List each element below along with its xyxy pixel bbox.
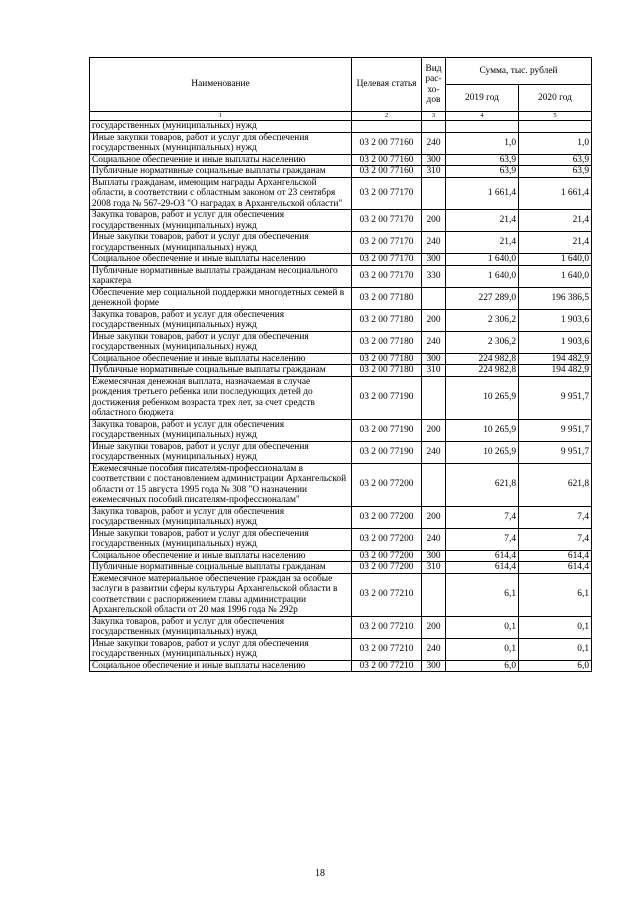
target-code: 03 2 00 77190 — [352, 419, 422, 441]
item-name: Закупка товаров, работ и услуг для обеспечения государственных (муниципальных) нужд — [90, 309, 352, 331]
amount-2020: 9 951,7 — [519, 376, 592, 419]
expense-type — [422, 121, 446, 133]
item-name: Иные закупки товаров, работ и услуг для обеспечения государственных (муниципальных) нужд — [90, 132, 352, 154]
item-name: Закупка товаров, работ и услуг для обеспечения государственных (муниципальных) нужд — [90, 506, 352, 528]
item-name: Социальное обеспечение и иные выплаты населению — [90, 353, 352, 365]
item-name: Закупка товаров, работ и услуг для обеспечения государственных (муниципальных) нужд — [90, 616, 352, 638]
column-number: 3 — [422, 112, 446, 121]
target-code: 03 2 00 77170 — [352, 177, 422, 210]
amount-2019: 1 661,4 — [446, 177, 519, 210]
expense-type: 310 — [422, 365, 446, 377]
target-code: 03 2 00 77190 — [352, 441, 422, 463]
table-row — [90, 254, 592, 266]
target-code: 03 2 00 77180 — [352, 331, 422, 353]
item-name: Социальное обеспечение и иные выплаты населению — [90, 154, 352, 166]
target-code: 03 2 00 77200 — [352, 528, 422, 550]
header-target: Целевая статья — [352, 58, 422, 112]
target-code: 03 2 00 77180 — [352, 365, 422, 377]
document-page — [89, 57, 591, 672]
table-row — [90, 331, 592, 353]
amount-2020: 21,4 — [519, 210, 592, 232]
expense-type — [422, 287, 446, 309]
table-row — [90, 419, 592, 441]
amount-2020: 1 640,0 — [519, 254, 592, 266]
item-name: Ежемесячное материальное обеспечение граждан за особые заслуги в развитии сферы культуры Архангельской области в соответствии с распоряжением главы администрации Архангельской области от 20 мая 1996 года № 292р — [90, 573, 352, 616]
table-row — [90, 232, 592, 254]
column-number: 2 — [352, 112, 422, 121]
target-code: 03 2 00 77180 — [352, 353, 422, 365]
amount-2019: 1 640,0 — [446, 254, 519, 266]
amount-2019: 1 640,0 — [446, 265, 519, 287]
column-number: 1 — [90, 112, 352, 121]
item-name: Социальное обеспечение и иные выплаты населению — [90, 550, 352, 562]
expense-type: 200 — [422, 419, 446, 441]
column-number: 5 — [519, 112, 592, 121]
amount-2019: 621,8 — [446, 463, 519, 506]
column-numbers-row — [90, 112, 592, 121]
item-name: Иные закупки товаров, работ и услуг для обеспечения государственных (муниципальных) нужд — [90, 232, 352, 254]
target-code: 03 2 00 77200 — [352, 506, 422, 528]
amount-2019: 10 265,9 — [446, 419, 519, 441]
amount-2019 — [446, 121, 519, 133]
table-row — [90, 616, 592, 638]
table-row — [90, 353, 592, 365]
item-name: государственных (муниципальных) нужд — [90, 121, 352, 133]
amount-2019: 63,9 — [446, 154, 519, 166]
amount-2019: 614,4 — [446, 550, 519, 562]
expense-type: 300 — [422, 660, 446, 672]
budget-table — [89, 57, 592, 672]
amount-2019: 63,9 — [446, 166, 519, 178]
amount-2020: 1 903,6 — [519, 331, 592, 353]
expense-type: 200 — [422, 506, 446, 528]
amount-2020: 614,4 — [519, 550, 592, 562]
amount-2020: 194 482,9 — [519, 353, 592, 365]
target-code: 03 2 00 77210 — [352, 573, 422, 616]
target-code: 03 2 00 77170 — [352, 265, 422, 287]
amount-2019: 0,1 — [446, 638, 519, 660]
amount-2019: 7,4 — [446, 506, 519, 528]
expense-type: 300 — [422, 353, 446, 365]
target-code: 03 2 00 77170 — [352, 254, 422, 266]
amount-2019: 6,1 — [446, 573, 519, 616]
expense-type: 240 — [422, 441, 446, 463]
target-code: 03 2 00 77160 — [352, 132, 422, 154]
table-row — [90, 660, 592, 672]
table-row — [90, 562, 592, 574]
expense-type: 240 — [422, 331, 446, 353]
amount-2020: 21,4 — [519, 232, 592, 254]
expense-type — [422, 376, 446, 419]
amount-2019: 6,0 — [446, 660, 519, 672]
expense-type: 330 — [422, 265, 446, 287]
amount-2020: 1 661,4 — [519, 177, 592, 210]
target-code: 03 2 00 77190 — [352, 376, 422, 419]
target-code: 03 2 00 77210 — [352, 660, 422, 672]
table-row — [90, 287, 592, 309]
item-name: Закупка товаров, работ и услуг для обеспечения государственных (муниципальных) нужд — [90, 210, 352, 232]
table-row — [90, 309, 592, 331]
expense-type: 200 — [422, 210, 446, 232]
amount-2020: 194 482,9 — [519, 365, 592, 377]
expense-type: 300 — [422, 254, 446, 266]
item-name: Публичные нормативные социальные выплаты гражданам — [90, 166, 352, 178]
target-code: 03 2 00 77200 — [352, 562, 422, 574]
table-body — [90, 121, 592, 672]
amount-2020: 63,9 — [519, 154, 592, 166]
amount-2019: 1,0 — [446, 132, 519, 154]
item-name: Публичные нормативные социальные выплаты гражданам — [90, 562, 352, 574]
target-code: 03 2 00 77180 — [352, 309, 422, 331]
expense-type: 310 — [422, 562, 446, 574]
target-code — [352, 121, 422, 133]
table-row — [90, 506, 592, 528]
amount-2019: 0,1 — [446, 616, 519, 638]
table-row — [90, 528, 592, 550]
column-number: 4 — [446, 112, 519, 121]
target-code: 03 2 00 77170 — [352, 232, 422, 254]
expense-type: 240 — [422, 232, 446, 254]
expense-type: 310 — [422, 166, 446, 178]
expense-type: 240 — [422, 528, 446, 550]
item-name: Публичные нормативные социальные выплаты гражданам — [90, 365, 352, 377]
target-code: 03 2 00 77210 — [352, 638, 422, 660]
item-name: Иные закупки товаров, работ и услуг для обеспечения государственных (муниципальных) нужд — [90, 528, 352, 550]
amount-2019: 2 306,2 — [446, 331, 519, 353]
header-sum: Сумма, тыс. рублей — [446, 58, 592, 85]
item-name: Закупка товаров, работ и услуг для обеспечения государственных (муниципальных) нужд — [90, 419, 352, 441]
item-name: Ежемесячная денежная выплата, назначаемая в случае рождения третьего ребенка или последующих детей до достижения ребенком возраста трех лет, за счет средств областного бюджета — [90, 376, 352, 419]
table-row — [90, 550, 592, 562]
amount-2020: 1 903,6 — [519, 309, 592, 331]
page-number: 18 — [315, 868, 325, 879]
table-row — [90, 132, 592, 154]
expense-type — [422, 177, 446, 210]
table-row — [90, 365, 592, 377]
amount-2019: 614,4 — [446, 562, 519, 574]
item-name: Ежемесячные пособия писателям-профессионалам в соответствии с постановлением администрации Архангельской области от 15 августа 1995 года № 308 "О назначении ежемесячных пособий писателям-профессионалам" — [90, 463, 352, 506]
target-code: 03 2 00 77170 — [352, 210, 422, 232]
header-year-2019: 2019 год — [446, 85, 519, 112]
item-name: Социальное обеспечение и иные выплаты населению — [90, 660, 352, 672]
expense-type: 240 — [422, 132, 446, 154]
item-name: Социальное обеспечение и иные выплаты населению — [90, 254, 352, 266]
amount-2020: 621,8 — [519, 463, 592, 506]
amount-2020: 9 951,7 — [519, 441, 592, 463]
target-code: 03 2 00 77200 — [352, 550, 422, 562]
amount-2019: 2 306,2 — [446, 309, 519, 331]
item-name: Обеспечение мер социальной поддержки многодетных семей в денежной форме — [90, 287, 352, 309]
target-code: 03 2 00 77200 — [352, 463, 422, 506]
amount-2019: 7,4 — [446, 528, 519, 550]
amount-2020 — [519, 121, 592, 133]
header-type: Вид рас-хо-дов — [422, 58, 446, 112]
expense-type — [422, 573, 446, 616]
amount-2019: 10 265,9 — [446, 376, 519, 419]
table-row — [90, 166, 592, 178]
item-name: Иные закупки товаров, работ и услуг для обеспечения государственных (муниципальных) нужд — [90, 638, 352, 660]
expense-type: 300 — [422, 154, 446, 166]
amount-2020: 7,4 — [519, 506, 592, 528]
item-name: Иные закупки товаров, работ и услуг для обеспечения государственных (муниципальных) нужд — [90, 441, 352, 463]
amount-2020: 1 640,0 — [519, 265, 592, 287]
expense-type: 240 — [422, 638, 446, 660]
amount-2020: 0,1 — [519, 638, 592, 660]
expense-type: 200 — [422, 616, 446, 638]
table-row — [90, 121, 592, 133]
amount-2020: 63,9 — [519, 166, 592, 178]
item-name: Выплаты гражданам, имеющим награды Архангельской области, в соответствии с областным законом от 23 сентября 2008 года № 567-29-ОЗ "О наградах в Архангельской области" — [90, 177, 352, 210]
expense-type — [422, 463, 446, 506]
table-row — [90, 638, 592, 660]
table-row — [90, 154, 592, 166]
amount-2019: 224 982,8 — [446, 365, 519, 377]
amount-2019: 224 982,8 — [446, 353, 519, 365]
amount-2020: 1,0 — [519, 132, 592, 154]
expense-type: 300 — [422, 550, 446, 562]
target-code: 03 2 00 77160 — [352, 166, 422, 178]
amount-2020: 6,1 — [519, 573, 592, 616]
amount-2019: 21,4 — [446, 232, 519, 254]
table-row — [90, 441, 592, 463]
target-code: 03 2 00 77180 — [352, 287, 422, 309]
amount-2020: 0,1 — [519, 616, 592, 638]
item-name: Публичные нормативные выплаты гражданам несоциального характера — [90, 265, 352, 287]
table-row — [90, 573, 592, 616]
target-code: 03 2 00 77210 — [352, 616, 422, 638]
amount-2020: 7,4 — [519, 528, 592, 550]
amount-2020: 9 951,7 — [519, 419, 592, 441]
amount-2020: 196 386,5 — [519, 287, 592, 309]
table-row — [90, 376, 592, 419]
table-row — [90, 210, 592, 232]
table-row — [90, 265, 592, 287]
table-row — [90, 177, 592, 210]
item-name: Иные закупки товаров, работ и услуг для обеспечения государственных (муниципальных) нужд — [90, 331, 352, 353]
amount-2019: 21,4 — [446, 210, 519, 232]
expense-type: 200 — [422, 309, 446, 331]
header-year-2020: 2020 год — [519, 85, 592, 112]
amount-2020: 6,0 — [519, 660, 592, 672]
amount-2020: 614,4 — [519, 562, 592, 574]
target-code: 03 2 00 77160 — [352, 154, 422, 166]
table-row — [90, 463, 592, 506]
amount-2019: 10 265,9 — [446, 441, 519, 463]
amount-2019: 227 289,0 — [446, 287, 519, 309]
header-name: Наименование — [90, 58, 352, 112]
